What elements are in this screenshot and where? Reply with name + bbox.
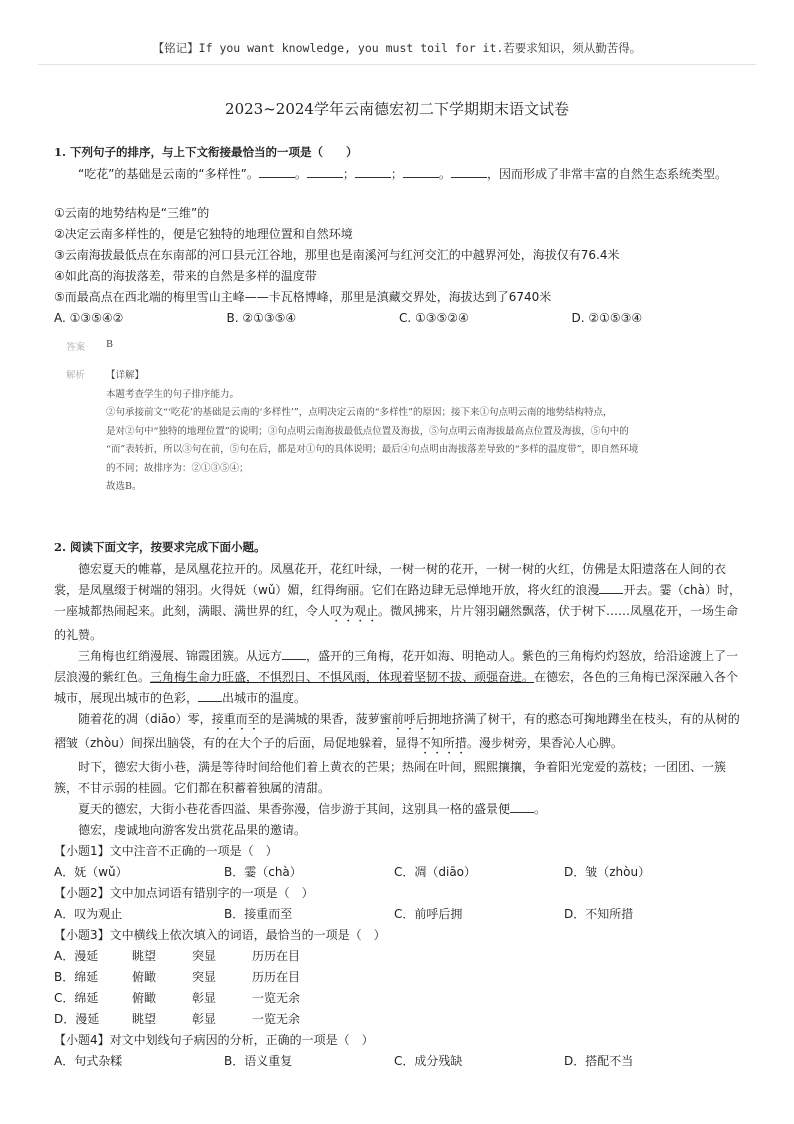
option-d[interactable]: D．搭配不当 (564, 1053, 634, 1068)
sub-question-2-options (54, 904, 744, 925)
option-b[interactable]: B．霎（chà） (224, 864, 302, 879)
option-a[interactable]: A. ①③⑤④② (54, 311, 124, 325)
word: D．漫延 (54, 1011, 100, 1026)
word: 一览无余 (252, 1011, 301, 1026)
dotted-phrase: 叹为观止 (330, 603, 379, 618)
list-item: ①云南的地势结构是“三维”的 (54, 206, 210, 220)
explain-line: 的不同；故排序为：②①③⑤④； (106, 462, 249, 474)
option-d[interactable] (54, 1009, 744, 1030)
word: 一览无余 (252, 990, 301, 1005)
blank (198, 689, 222, 702)
question-1-items (54, 203, 744, 308)
option-c[interactable]: C. ①③⑤②④ (399, 311, 469, 325)
list-item: ④如此高的海拔落差，带来的自然是多样的温度带 (54, 269, 317, 283)
list-item: ⑤而最高点在西北端的梅里雪山主峰——卡瓦格博峰，那里是滇藏交界处，海拔达到了6740米 (54, 290, 552, 304)
blank (451, 165, 487, 178)
word: A．漫延 (54, 948, 99, 963)
word: 突显 (192, 969, 217, 984)
sub-question-4-options (54, 1051, 744, 1072)
text: ，盛开的三角梅，花开如海、明艳动人。紫色的三角梅灼灼怒放，给沿途渡上了一层浪漫的紫红色。 (54, 648, 739, 684)
text: 。 (534, 801, 547, 816)
passage-paragraph: 德宏，虔诚地向游客发出赏花品果的邀请。 (78, 822, 307, 837)
sub-question-4: 【小题4】对文中划线句子病因的分析，正确的一项是（ ） (54, 1032, 374, 1047)
answer-value: B (106, 339, 113, 350)
word: 眺望 (132, 1011, 157, 1026)
option-d[interactable]: D. ②①⑤③④ (571, 311, 643, 325)
list-item: ③云南海拔最低点在东南部的河口县元江谷地，那里也是南溪河与红河交汇的中越界河处，海拔仅有76.4米 (54, 248, 620, 262)
explain-label: 解析 (66, 370, 86, 381)
header-divider (38, 64, 756, 65)
blank (307, 165, 343, 178)
question-1-head: 1. 下列句子的排序，与上下文衔接最恰当的一项是（ ） (54, 145, 358, 159)
explain-line: 本题考查学生的句子排序能力。 (106, 388, 240, 400)
word: 突显 (192, 948, 217, 963)
word: 彰显 (192, 1011, 217, 1026)
text: 。微风拂来，片片翎羽翩然飘落，伏于树下……凤凰花开，一场生命的礼赞。 (54, 603, 739, 642)
explain-line: 故选B。 (106, 481, 142, 492)
exam-content (54, 142, 744, 1072)
option-a[interactable]: A．叹为观止 (54, 906, 123, 921)
sub-question-1-options (54, 862, 744, 883)
sub-question-3: 【小题3】文中横线上依次填入的词语，最恰当的一项是（ ） (54, 927, 386, 942)
stem-text-b: ，因而形成了非常丰富的自然生态系统类型。 (486, 167, 727, 181)
explain-line: 是对②句中“独特的地理位置”的说明；③句点明云南海拔最低点位置及海拔，⑤句点明云南海拔最高点位置及海拔，⑤句中的 (106, 425, 629, 437)
option-c[interactable]: C．前呼后拥 (394, 906, 463, 921)
underlined-sentence: 三角梅生命力旺盛，不惧烈日、不惧风雨，体现着坚韧不拔、顽强奋进。 (150, 669, 535, 684)
word: 历历在目 (252, 948, 301, 963)
word: 俯瞰 (132, 990, 157, 1005)
option-c[interactable]: C．成分残缺 (394, 1053, 463, 1068)
text: 。漫步树旁，果香沁人心脾。 (466, 735, 623, 750)
word: C．绵延 (54, 990, 99, 1005)
stem-text-a: “吃花”的基础是云南的“多样性”。 (78, 167, 259, 181)
blank (403, 165, 439, 178)
dotted-phrase: 接重而至 (211, 711, 260, 726)
dotted-phrase: 前呼后拥 (391, 711, 440, 726)
answer-block (66, 339, 744, 497)
option-b[interactable]: B．语义重复 (224, 1053, 293, 1068)
passage-paragraph: 时下，德宏大街小巷，满是等待时间给他们着上黄衣的芒果；热闹在叶间，熙熙攘攘，争着阳光宠爱的荔枝；一团团、一簇簇，不甘示弱的桂圆。它们都在积蓄着独属的清甜。 (54, 759, 727, 795)
text: 开去。霎（chà）时，一座城都热闹起来。此刻，满眼、满世界的红，令人 (54, 582, 741, 618)
option-b[interactable]: B．接重而至 (224, 906, 293, 921)
text: 德宏夏天的帷幕，是凤凰花拉开的。凤凰花开，花红叶绿，一树一树的花开，一树一树的火红，仿佛是太阳遗落在人间的衣裳，是凤凰缀于树端的翎羽。火得妩（wǔ）媚，红得绚丽。它们在路边肆无忌惮地开放，将火红的浪漫 (54, 561, 727, 597)
text: 夏天的德宏，大街小巷花香四溢、果香弥漫，信步游于其间，这别具一格的盛景便 (78, 801, 511, 816)
option-c[interactable] (54, 988, 744, 1009)
option-b[interactable]: B. ②①③⑤④ (226, 311, 297, 325)
word: 俯瞰 (132, 969, 157, 984)
passage-paragraph (54, 559, 744, 646)
option-c[interactable]: C．凋（diāo） (394, 864, 477, 879)
text: 随着花的凋（diāo）零， (78, 711, 212, 726)
page-title: 2023~2024学年云南德宏初二下学期期末语文试卷 (225, 100, 569, 118)
passage-paragraph (54, 709, 744, 757)
question-1-options (54, 308, 744, 329)
option-d[interactable]: D．皱（zhòu） (564, 864, 651, 879)
blank (599, 581, 623, 594)
list-item: ②决定云南多样性的，便是它独特的地理位置和自然环境 (54, 227, 353, 241)
option-b[interactable] (54, 967, 744, 988)
text: 三角梅也红绡漫展、锦霞团簇。从远方 (78, 648, 283, 663)
text: 的是满城的果香，菠萝蜜 (259, 711, 392, 726)
word: 彰显 (192, 990, 217, 1005)
word: 历历在目 (252, 969, 301, 984)
motto-header: 【铭记】If you want knowledge, you must toil for it.若要求知识，须从勤苦得。 (152, 41, 642, 55)
explanation (106, 367, 744, 497)
passage-paragraph (54, 646, 744, 709)
option-a[interactable]: A．妩（wǔ） (54, 864, 128, 879)
sub-question-1: 【小题1】文中注音不正确的一项是（ ） (54, 843, 278, 858)
passage-paragraph (54, 799, 744, 820)
sub-question-2: 【小题2】文中加点词语有错别字的一项是（ ） (54, 885, 314, 900)
explain-line: ②句承接前文“‘吃花’的基础是云南的‘多样性’”，点明决定云南的“多样性”的原因；接下来①句点明云南的地势结构特点， (106, 407, 613, 418)
text: 在德宏，各色的三角梅已深深融入各个城市，展现出城市的色彩， (54, 669, 739, 705)
text: 出城市的温度。 (222, 690, 307, 705)
dotted-phrase: 不知所措 (418, 735, 467, 750)
explain-line: 【详解】 (106, 370, 145, 381)
question-2-head: 2. 阅读下面文字，按要求完成下面小题。 (54, 539, 266, 554)
blank (510, 800, 534, 813)
word: B．绵延 (54, 969, 99, 984)
option-a[interactable]: A．句式杂糅 (54, 1053, 123, 1068)
blank (355, 165, 391, 178)
word: 眺望 (132, 948, 157, 963)
question-1-stem: “吃花”的基础是云南的“多样性”。 。 ； ； 。 ，因而形成了非常丰富的自然生态系统类型。 (78, 167, 727, 181)
option-a[interactable] (54, 946, 744, 967)
answer-label: 答案 (66, 342, 86, 353)
option-d[interactable]: D．不知所措 (564, 906, 634, 921)
explain-line: “而”表转折，所以③句在前，⑤句在后，都是对①句的具体说明；最后④句点明由海拔落差导致的“多样的温度带”，即自然环境 (106, 444, 639, 455)
text: 地挤满了树干，有的憨态可掬地蹲坐在枝头，有的从树的褶皱（zhòu）间探出脑袋，有的在大个子的后面，局促地躲着，显得 (54, 711, 740, 750)
blank (282, 647, 306, 660)
blank (259, 165, 295, 178)
